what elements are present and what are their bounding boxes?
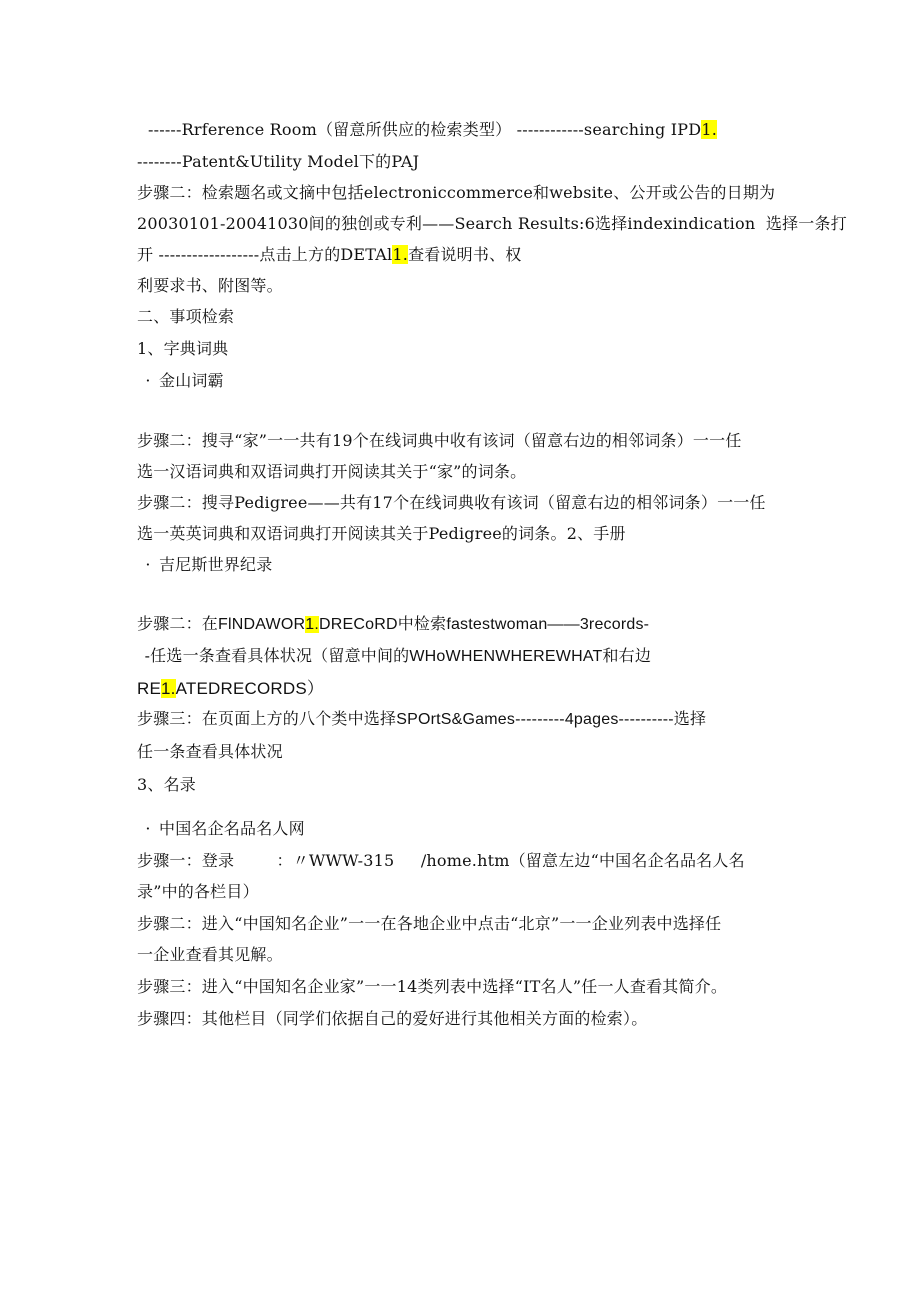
subsection-heading-dictionary: 1、字典词典	[137, 339, 229, 358]
text-line-step-search-title: 步骤二：检索题名或文摘中包括electroniccommerce和website、公开或公告的日期为	[137, 183, 776, 202]
highlight-mark: 1.	[701, 120, 717, 139]
text-line-columns: 录”中的各栏目）	[137, 882, 259, 901]
text-line-step-search-jia: 步骤二：搜寻“家”一一共有19个在线词典中收有该词（留意右边的相邻词条）一一任	[137, 431, 742, 450]
text-line-step-entrepreneurs: 步骤三：进入“中国知名企业家”一一14类列表中选择“IT名人”任一人查看其简介。	[137, 977, 728, 996]
bullet-icon: ·	[145, 819, 151, 838]
text-line-view-opinion: 一企业查看其见解。	[137, 945, 283, 964]
text-line-chinese-dictionary: 选一汉语词典和双语词典打开阅读其关于“家”的词条。	[137, 462, 527, 481]
text-line-date-range: 20030101-20041030间的独创或专利——Search Results:6选择indexindication 选择一条打	[137, 214, 847, 233]
text-line-step-other-columns: 步骤四：其他栏目（同学们依据自己的爱好进行其他相关方面的检索）。	[137, 1009, 648, 1028]
text-line-step-enterprises: 步骤二：进入“中国知名企业”一一在各地企业中点击“北京”一一企业列表中选择任	[137, 914, 722, 933]
bullet-icon: ·	[145, 371, 151, 390]
text-line-related-records: RE1.ATEDRECORDS）	[137, 679, 325, 698]
highlight-mark: 1.	[161, 679, 176, 698]
text-line-step-sports: 步骤三：在页面上方的八个类中选择SPOrtS&Games---------4pages----------选择	[137, 711, 707, 728]
section-heading-fact-search: 二、事项检索	[137, 307, 235, 326]
bullet-item-jinshan: · 金山词霸	[137, 370, 224, 392]
text-line-step-find-record: 步骤二：在FlNDAWOR1.DRECoRD中检索fastestwoman——3records-	[137, 616, 650, 633]
text-line-claims: 利要求书、附图等。	[137, 276, 283, 295]
highlight-mark: 1.	[392, 245, 409, 264]
text-line-view-status: 任一条查看具体状况	[137, 742, 283, 761]
text-line-reference-room: ------Rrference Room（留意所供应的检索类型） ------------searching IPD1.	[148, 120, 717, 139]
text-line-open-detail: 开 ------------------点击上方的DETAl1.查看说明书、权	[137, 245, 522, 264]
bullet-item-guinness: · 吉尼斯世界纪录	[137, 554, 272, 576]
bullet-icon: ·	[145, 555, 151, 574]
text-line-choose-record: -任选一条查看具体状况（留意中间的WHoWHENWHEREWHAT和右边	[140, 648, 652, 665]
subsection-heading-directory: 3、名录	[137, 775, 196, 794]
highlight-mark: 1.	[305, 616, 319, 633]
text-line-step-login: 步骤一：登录 ：〃WWW-315 /home.htm（留意左边“中国名企名品名人名	[137, 851, 745, 870]
bullet-item-china-brands: · 中国名企名品名人网	[137, 818, 305, 840]
text-line-patent: --------Patent&Utility Model下的PAJ	[137, 152, 420, 171]
text-line-english-dictionary: 选一英英词典和双语词典打开阅读其关于Pedigree的词条。2、手册	[137, 524, 626, 543]
text-line-step-search-pedigree: 步骤二：搜寻Pedigree——共有17个在线词典收有该词（留意右边的相邻词条）一一任	[137, 493, 766, 512]
